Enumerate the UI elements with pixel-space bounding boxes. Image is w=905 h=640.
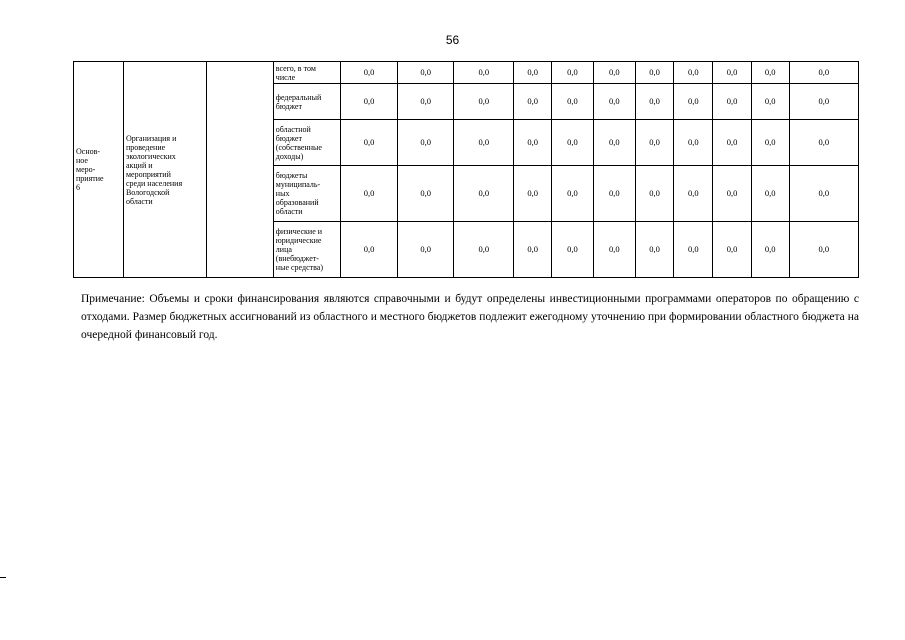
value-cell: 0,0 bbox=[635, 62, 674, 84]
value-cell: 0,0 bbox=[635, 166, 674, 222]
value-cell: 0,0 bbox=[514, 84, 552, 120]
value-cell: 0,0 bbox=[789, 62, 858, 84]
value-cell: 0,0 bbox=[593, 62, 635, 84]
value-cell: 0,0 bbox=[751, 222, 789, 278]
value-cell: 0,0 bbox=[341, 166, 398, 222]
value-cell: 0,0 bbox=[341, 84, 398, 120]
margin-mark bbox=[0, 577, 6, 578]
value-cell: 0,0 bbox=[789, 222, 858, 278]
value-cell: 0,0 bbox=[454, 222, 514, 278]
value-cell: 0,0 bbox=[635, 84, 674, 120]
value-cell: 0,0 bbox=[713, 62, 752, 84]
funding-source-cell: бюджеты муниципаль- ных образований области bbox=[273, 166, 340, 222]
value-cell: 0,0 bbox=[674, 120, 713, 166]
value-cell: 0,0 bbox=[454, 62, 514, 84]
value-cell: 0,0 bbox=[341, 222, 398, 278]
table-row bbox=[74, 62, 859, 84]
funding-source-cell: всего, в том числе bbox=[273, 62, 340, 84]
value-cell: 0,0 bbox=[398, 120, 454, 166]
value-cell: 0,0 bbox=[674, 222, 713, 278]
value-cell: 0,0 bbox=[398, 62, 454, 84]
value-cell: 0,0 bbox=[635, 120, 674, 166]
value-cell: 0,0 bbox=[751, 62, 789, 84]
value-cell: 0,0 bbox=[713, 120, 752, 166]
value-cell: 0,0 bbox=[593, 84, 635, 120]
value-cell: 0,0 bbox=[552, 120, 594, 166]
funding-source-cell: федеральный бюджет bbox=[273, 84, 340, 120]
financing-table bbox=[73, 61, 859, 278]
value-cell: 0,0 bbox=[713, 166, 752, 222]
value-cell: 0,0 bbox=[398, 166, 454, 222]
value-cell: 0,0 bbox=[593, 166, 635, 222]
value-cell: 0,0 bbox=[674, 84, 713, 120]
measure-cell: Основ- ное меро- приятие 6 bbox=[74, 62, 124, 278]
value-cell: 0,0 bbox=[751, 120, 789, 166]
value-cell: 0,0 bbox=[514, 166, 552, 222]
value-cell: 0,0 bbox=[635, 222, 674, 278]
empty-cell bbox=[206, 62, 273, 278]
funding-source-cell: физические и юридические лица (внебюджет- ные средства) bbox=[273, 222, 340, 278]
value-cell: 0,0 bbox=[674, 62, 713, 84]
value-cell: 0,0 bbox=[713, 222, 752, 278]
value-cell: 0,0 bbox=[674, 166, 713, 222]
value-cell: 0,0 bbox=[789, 166, 858, 222]
value-cell: 0,0 bbox=[454, 166, 514, 222]
value-cell: 0,0 bbox=[751, 166, 789, 222]
value-cell: 0,0 bbox=[398, 222, 454, 278]
value-cell: 0,0 bbox=[341, 62, 398, 84]
value-cell: 0,0 bbox=[514, 222, 552, 278]
value-cell: 0,0 bbox=[751, 84, 789, 120]
value-cell: 0,0 bbox=[398, 84, 454, 120]
value-cell: 0,0 bbox=[552, 166, 594, 222]
value-cell: 0,0 bbox=[514, 62, 552, 84]
value-cell: 0,0 bbox=[514, 120, 552, 166]
funding-source-cell: областной бюджет (собственные доходы) bbox=[273, 120, 340, 166]
value-cell: 0,0 bbox=[593, 222, 635, 278]
activity-cell: Организация и проведение экологических акций и мероприятий среди населения Вологодской области bbox=[123, 62, 206, 278]
value-cell: 0,0 bbox=[454, 120, 514, 166]
value-cell: 0,0 bbox=[454, 84, 514, 120]
value-cell: 0,0 bbox=[789, 84, 858, 120]
page-number: 56 bbox=[445, 33, 460, 47]
value-cell: 0,0 bbox=[593, 120, 635, 166]
value-cell: 0,0 bbox=[552, 84, 594, 120]
value-cell: 0,0 bbox=[552, 62, 594, 84]
value-cell: 0,0 bbox=[789, 120, 858, 166]
value-cell: 0,0 bbox=[713, 84, 752, 120]
value-cell: 0,0 bbox=[552, 222, 594, 278]
value-cell: 0,0 bbox=[341, 120, 398, 166]
note-paragraph: Примечание: Объемы и сроки финансирования являются справочными и будут определены инвестиционными программами операторов по обращению с отходами. Размер бюджетных ассигнований из областного и местного бюджетов подлежит ежегодному уточнению при формировании областного бюджета на очередной финансовый год. bbox=[81, 293, 859, 341]
